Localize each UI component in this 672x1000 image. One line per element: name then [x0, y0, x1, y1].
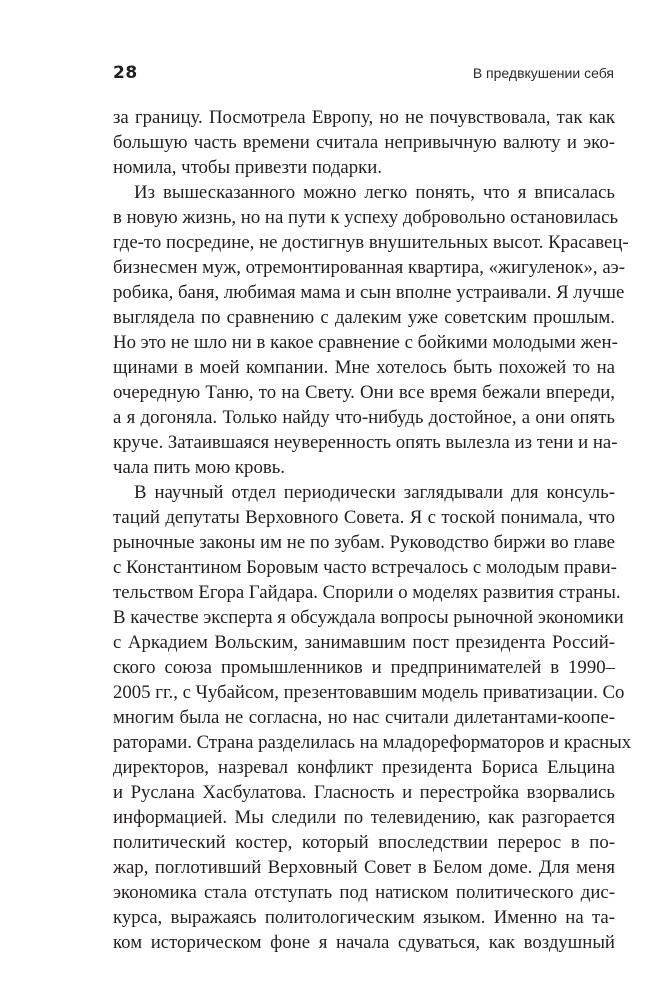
text-line: с Аркадием Вольским, занимавшим пост президента Россий- — [113, 632, 615, 653]
text-line: а я догоняла. Только найду что-нибудь достойное, а они опять — [113, 407, 615, 428]
page-number: 28 — [113, 63, 138, 83]
text-line: щинами в моей компании. Мне хотелось быть похожей то на — [113, 357, 615, 378]
text-line: экономика стала отступать под натиском политического дис- — [113, 882, 615, 903]
text-line: ского союза промышленников и предпринимателей в 1990– — [113, 657, 615, 678]
text-line: ком историческом фоне я начала сдуваться, как воздушный — [113, 932, 615, 953]
text-line: тельством Егора Гайдара. Спорили о моделях развития страны. — [113, 582, 621, 603]
text-line: за границу. Посмотрела Европу, но не почувствовала, так как — [113, 107, 615, 128]
text-line: круче. Затаившаяся неуверенность опять вылезла из тени и на- — [113, 432, 618, 453]
text-line: большую часть времени считала непривычную валюту и эко- — [113, 132, 615, 153]
text-line: 2005 гг., с Чубайсом, презентовавшим модель приватизации. Со — [113, 682, 625, 703]
running-head: В предвкушении себя — [472, 65, 614, 81]
text-line: выглядела по сравнению с далеким уже советским прошлым. — [113, 307, 615, 328]
text-line: многим была не согласна, но нас считали дилетантами-коопе- — [113, 707, 615, 728]
text-line: бизнесмен муж, отремонтированная квартира, «жигуленок», аэ- — [113, 257, 625, 278]
text-line: таций депутаты Верховного Совета. Я с тоской понимала, что — [113, 507, 615, 528]
text-line: директоров, назревал конфликт президента Бориса Ельцина — [113, 757, 615, 778]
text-line: робика, баня, любимая мама и сын вполне устраивали. Я лучше — [113, 282, 625, 303]
text-line: раторами. Страна разделилась на младореформаторов и красных — [113, 732, 632, 753]
paragraph-first-line: В научный отдел периодически заглядывали для консуль- — [134, 482, 615, 503]
text-line: курса, выражаясь политологическим языком. Именно на та- — [113, 907, 615, 928]
text-line: жар, поглотивший Верховный Совет в Белом доме. Для меня — [113, 857, 615, 878]
text-line: с Константином Боровым часто встречалось с молодым прави- — [113, 557, 617, 578]
text-line: в новую жизнь, но на пути к успеху добровольно остановилась — [113, 207, 619, 228]
paragraph-first-line: Из вышесказанного можно легко понять, что я вписалась — [134, 182, 615, 203]
text-line: В качестве эксперта я обсуждала вопросы рыночной экономики — [113, 607, 624, 628]
text-line: чала пить мою кровь. — [113, 457, 285, 478]
text-line: номила, чтобы привезти подарки. — [113, 157, 383, 178]
text-line: где-то посредине, не достигнув внушительных высот. Красавец- — [113, 232, 629, 253]
text-line: информацией. Мы следили по телевидению, как разгорается — [113, 807, 615, 828]
text-line: Но это не шло ни в какое сравнение с бойкими молодыми жен- — [113, 332, 618, 353]
text-line: политический костер, который впоследствии перерос в по- — [113, 832, 615, 853]
text-line: рыночные законы им не по зубам. Руководство биржи во главе — [113, 532, 615, 553]
text-line: и Руслана Хасбулатова. Гласность и перестройка взорвались — [113, 782, 615, 803]
text-line: очередную Таню, то на Свету. Они все время бежали впереди, — [113, 382, 615, 403]
